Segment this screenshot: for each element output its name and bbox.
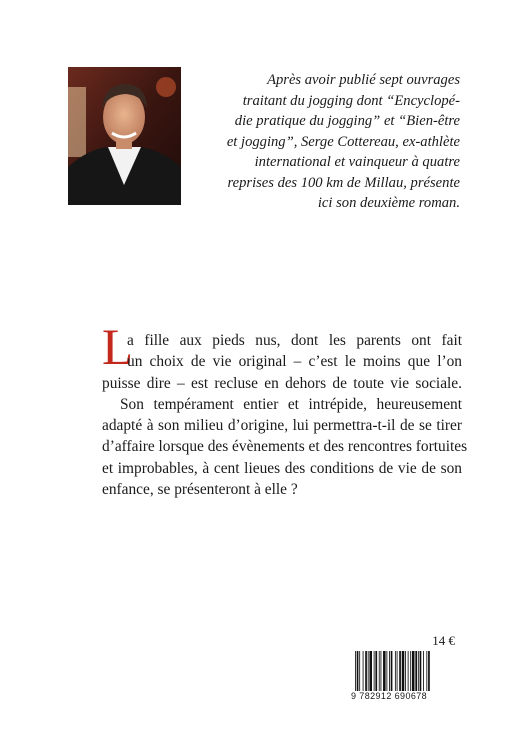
bio-line: Après avoir publié sept ouvrages	[267, 72, 460, 88]
blurb-line: a fille aux pieds nus, dont les parents ont fait	[127, 332, 462, 349]
bio-line: reprises des 100 km de Millau, présente	[227, 174, 460, 191]
author-bio	[205, 70, 460, 214]
barcode-bar	[410, 651, 411, 691]
barcode-bar	[415, 651, 417, 691]
barcode-bar	[428, 651, 430, 691]
barcode-bar	[381, 651, 382, 691]
blurb-line: adapté à son milieu d’origine, lui permettra-t-il de se tirer	[102, 417, 462, 435]
barcode-bar	[359, 651, 360, 691]
barcode-bar	[365, 651, 367, 691]
barcode-bar	[369, 651, 372, 691]
barcode-bar	[374, 651, 375, 691]
isbn-barcode	[354, 651, 458, 691]
barcode-bar	[423, 651, 424, 691]
barcode-bar	[420, 651, 422, 691]
bio-line: die pratique du jogging” et “Bien-être	[234, 113, 460, 129]
bio-line: traitant du jogging dont “Encyclopé-	[242, 92, 460, 109]
barcode-bar	[395, 651, 396, 691]
barcode-bar	[363, 651, 364, 691]
author-photo	[68, 67, 181, 205]
barcode-bar	[379, 651, 380, 691]
barcode-bar	[408, 651, 409, 691]
barcode-bar	[405, 651, 406, 691]
barcode-bar	[357, 651, 359, 691]
bio-line: international et vainqueur à quatre	[254, 154, 460, 170]
blurb-line: d’affaire lorsque des évènements et des rencontres fortuites	[102, 438, 468, 456]
barcode-bar	[355, 651, 356, 691]
barcode-bar	[412, 651, 415, 691]
barcode-bar	[402, 651, 405, 691]
barcode-bar	[368, 651, 369, 691]
barcode-bar	[383, 651, 386, 691]
blurb-line: et improbables, à cent lieues des conditions de vie de son	[102, 459, 462, 477]
isbn-digits: 9 782912 690678	[351, 691, 428, 701]
barcode-bar	[418, 651, 419, 691]
barcode-bar	[397, 651, 398, 691]
blurb-line: Son tempérament entier et intrépide, heureusement	[120, 395, 462, 413]
bio-line: et jogging”, Serge Cottereau, ex-athlète	[226, 133, 460, 150]
barcode-bar	[375, 651, 377, 691]
barcode-bar	[389, 651, 390, 691]
barcode-bar	[426, 651, 427, 691]
blurb-line: un choix de vie original – c’est le moins que l’on	[127, 353, 462, 371]
barcode-bar	[386, 651, 387, 691]
barcode-bar	[391, 651, 393, 691]
price-label: 14 €	[432, 633, 455, 648]
book-blurb	[102, 330, 468, 500]
blurb-line: enfance, se présenteront à elle ?	[102, 481, 298, 499]
drop-cap: L	[102, 320, 134, 376]
blurb-line: puisse dire – est recluse en dehors de toute vie sociale.	[102, 374, 462, 392]
barcode-bar	[399, 651, 401, 691]
bio-line: ici son deuxième roman.	[317, 195, 460, 211]
